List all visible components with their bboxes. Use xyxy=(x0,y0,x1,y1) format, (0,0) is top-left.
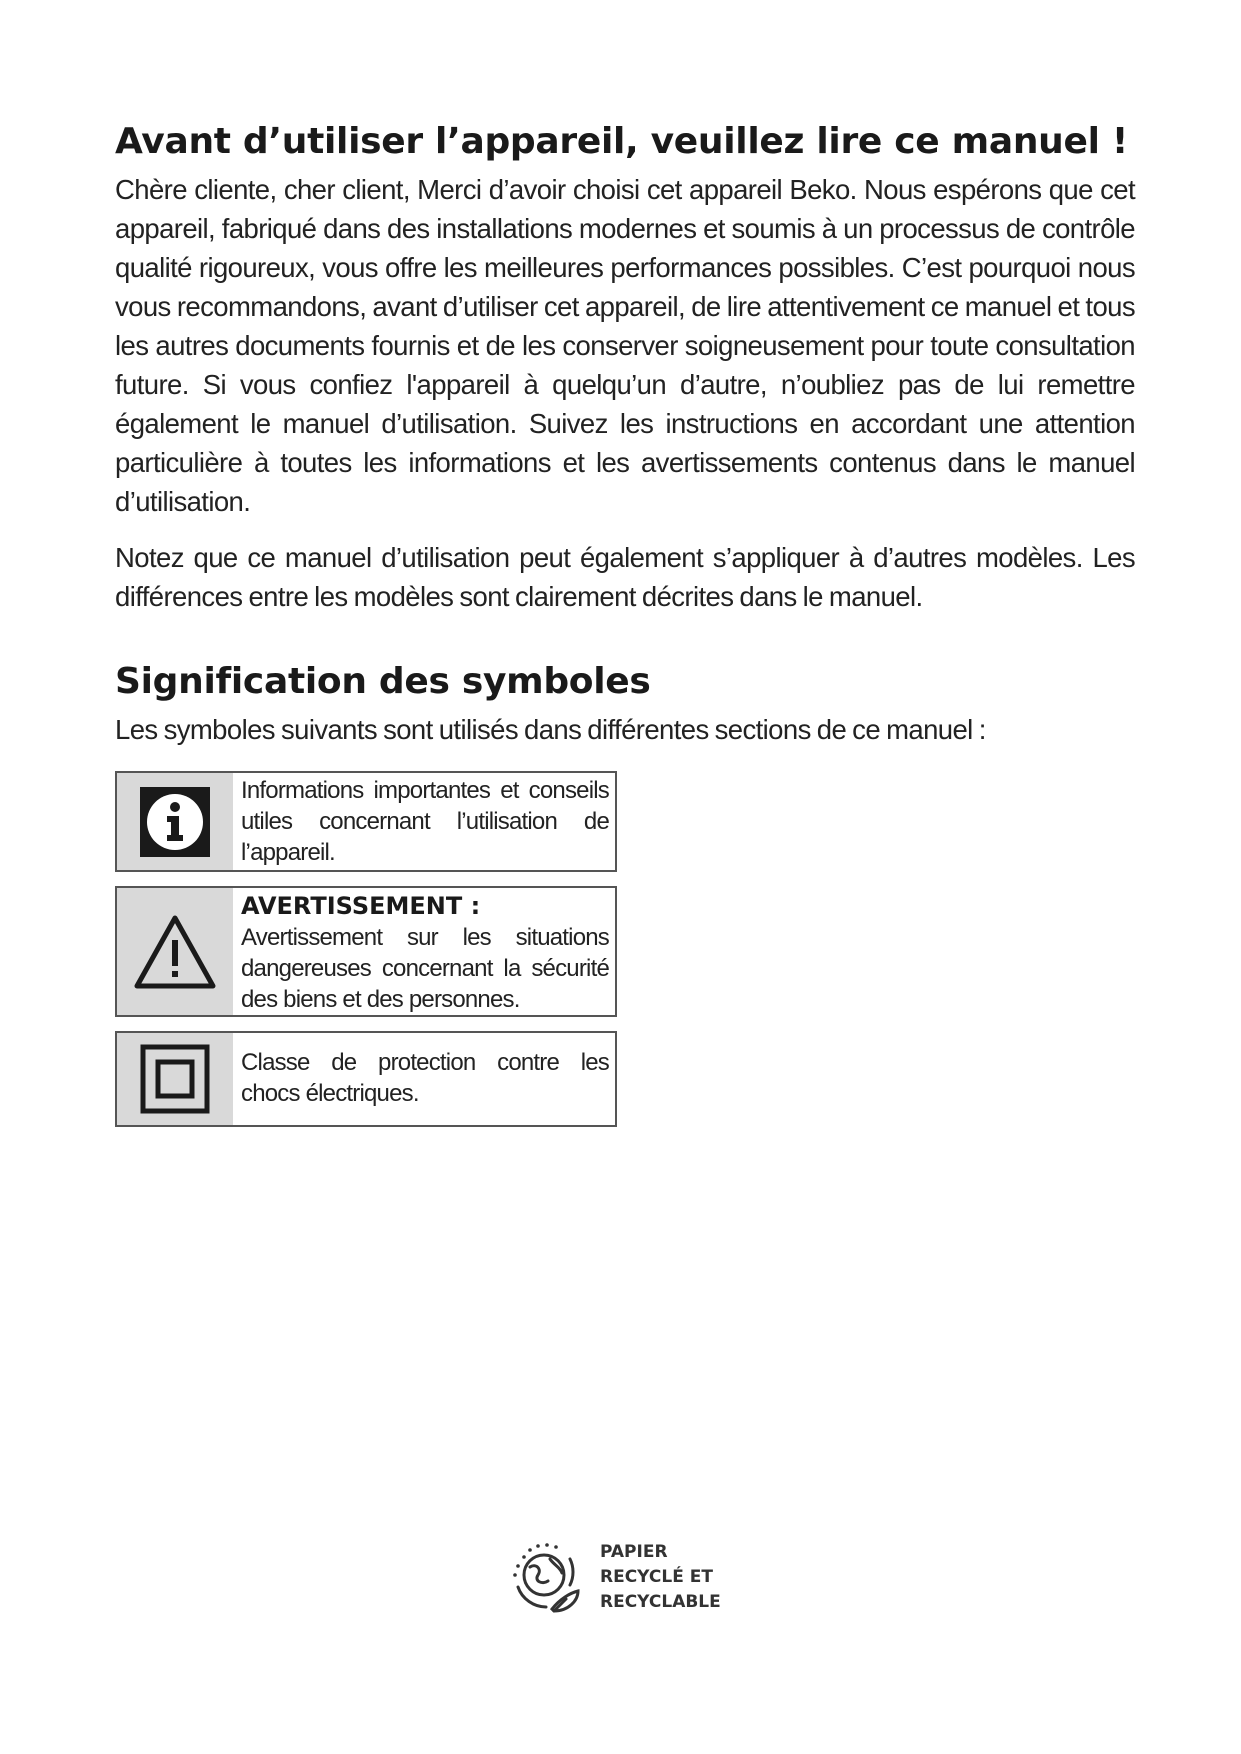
symbol-protection-text: Classe de protection contre les chocs électriques. xyxy=(241,1049,609,1107)
intro-paragraph: Chère cliente, cher client, Merci d’avoir choisi cet appareil Beko. Nous espérons que cet appareil, fabriqué dans des installations modernes et soumis à un processus de contrôle qualité rigoureux, vous offre les meilleures performances possibles. C’est pourquoi nous vous recommandons, avant d’utiliser cet appareil, de lire attentivement ce manuel et tous les autres documents fournis et de les conserver soigneusement pour toute consultation future. Si vous confiez l'appareil à quelqu’un d’autre, n’oubliez pas de lui remettre également le manuel d’utilisation. Suivez les instructions en accordant une attention particulière à toutes les informations et les avertissements contenus dans le manuel d’utilisation. xyxy=(115,174,1135,517)
warning-triangle-icon xyxy=(117,888,233,1015)
recycled-paper-logo xyxy=(508,1537,584,1617)
recycle-badge xyxy=(508,1537,721,1617)
recycle-label xyxy=(600,1540,721,1615)
recycle-line-3: RECYCLABLE xyxy=(600,1591,721,1612)
symbols-heading: Signification des symboles xyxy=(115,661,651,702)
symbols-list xyxy=(115,771,617,1127)
manual-page xyxy=(115,118,1135,1141)
recycle-line-2: RECYCLÉ ET xyxy=(600,1566,713,1587)
symbols-intro: Les symboles suivants sont utilisés dans différentes sections de ce manuel : xyxy=(115,714,986,745)
info-icon xyxy=(117,773,233,870)
double-square-icon xyxy=(117,1033,233,1125)
symbol-protection-box xyxy=(115,1031,617,1127)
main-heading: Avant d’utiliser l’appareil, veuillez lire ce manuel ! xyxy=(115,121,1129,162)
symbol-warning-box xyxy=(115,886,617,1017)
symbol-info-box xyxy=(115,771,617,872)
symbol-warning-content xyxy=(233,888,615,1015)
warning-title: AVERTISSEMENT : xyxy=(241,892,481,920)
recycle-line-1: PAPIER xyxy=(600,1541,668,1562)
symbol-info-text: Informations importantes et conseils utiles concernant l’utilisation de l’appareil. xyxy=(241,777,609,866)
models-note-paragraph: Notez que ce manuel d’utilisation peut également s’appliquer à d’autres modèles. Les différences entre les modèles sont clairement décrites dans le manuel. xyxy=(115,542,1135,612)
symbol-warning-text: Avertissement sur les situations dangereuses concernant la sécurité des biens et des personnes. xyxy=(241,924,609,1013)
